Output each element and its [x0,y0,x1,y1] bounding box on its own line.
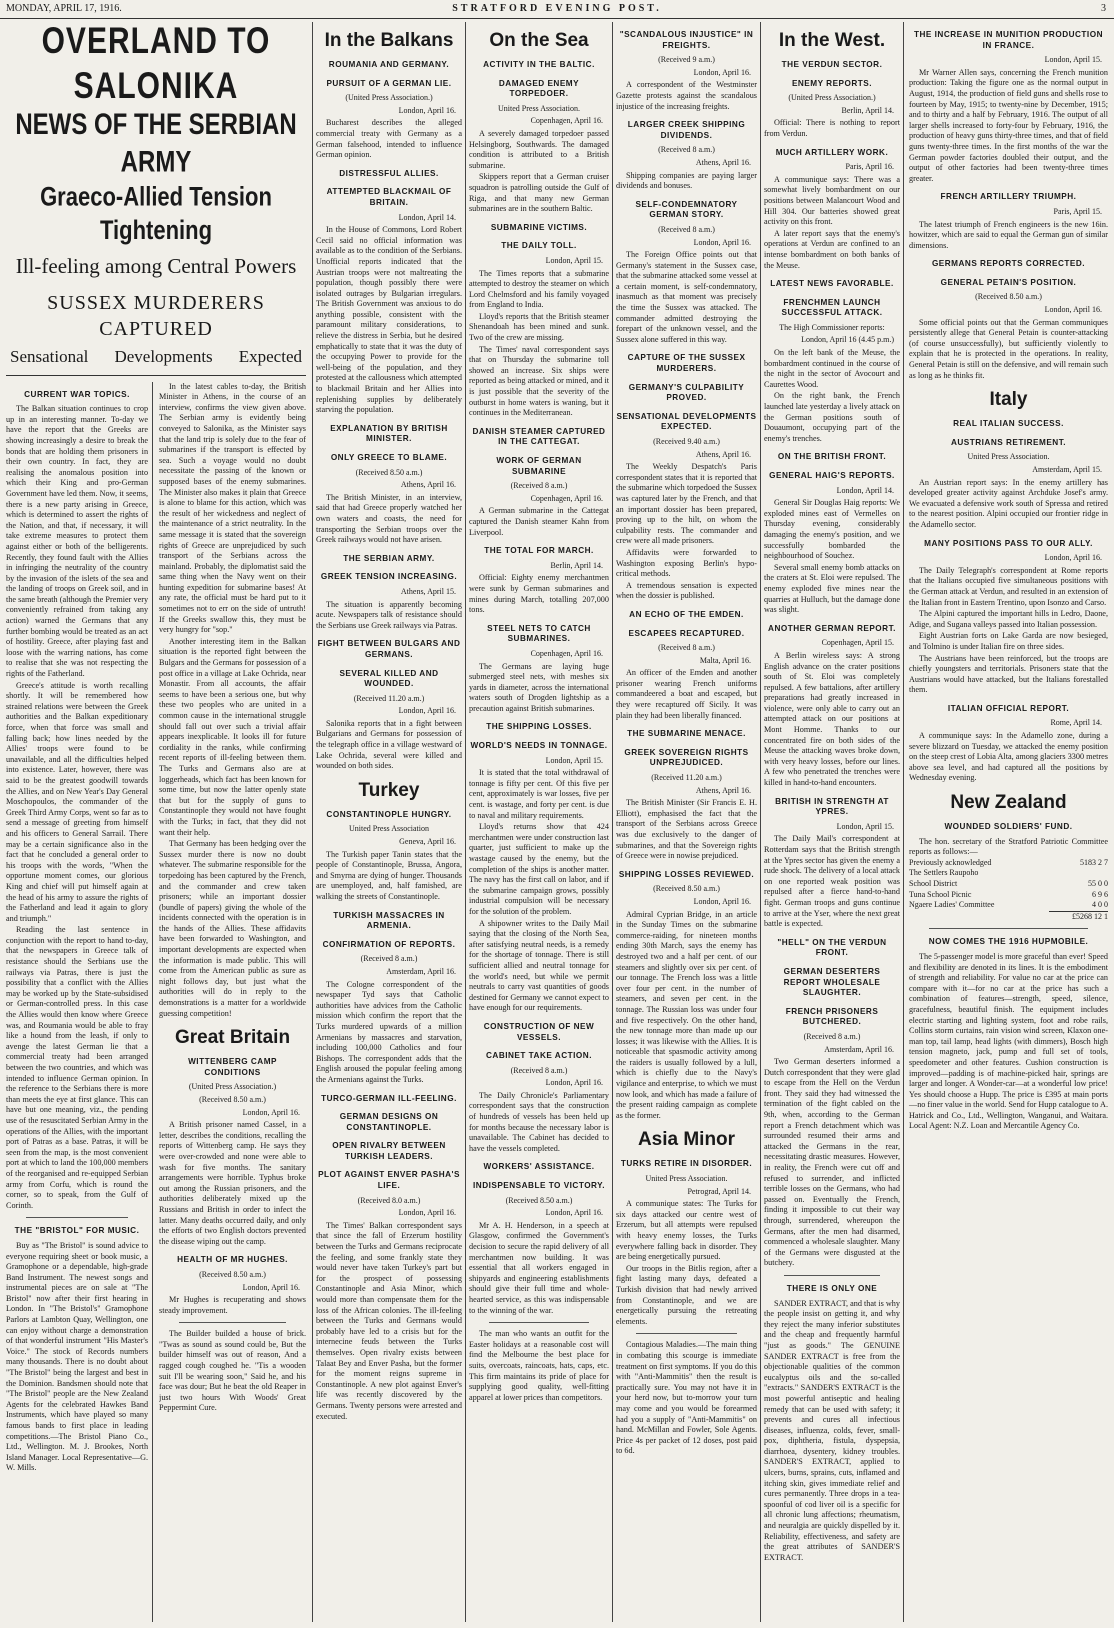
divider [784,1275,880,1276]
article-paragraph: Lloyd's returns show that 424 merchantmen were under construction last quarter, just sufficient to make up the wastage caused by the enemy, but the completion of the ships is another matter. The navy has the first call on labor, and if the submarine campaign grows, possibly industrial compulsion will be necessary for the solution of the problem. [469,822,609,916]
column-7 [904,22,1114,1622]
article-heading: SELF-CONDEMNATORY GERMAN STORY. [635,199,738,220]
article-heading: ONLY GREECE TO BLAME. [330,453,448,462]
dateline: Petrograd, April 14. [687,1186,751,1196]
dateline: London, April 16. [693,67,751,77]
article-heading: THE SHIPPING LOSSES. [486,722,592,732]
divider [489,1322,589,1323]
dateline: Paris, April 16. [845,162,894,172]
dateline: London, April 16. [693,896,751,906]
dateline: Athens, April 16. [695,157,751,167]
received-line: (Received 8 a.m.) [658,224,715,234]
article-heading: AN ECHO OF THE EMDEN. [629,609,744,619]
article-paragraph: The situation is apparently becoming acute. Newspapers talk of resistance should the Serbians use Greek railways via Patras. [316,599,462,630]
dateline: London, April 15. [1044,55,1102,65]
article-paragraph: Another interesting item in the Balkan situation is the reported fight between the Bulgars and the Germans for possession of a post office in a village at Lake Ochrida, near Monastir. From all accounts, the affair seems to have been a serious one, but why these two peoples who are united in a common cause in the international struggle should fall out over such a trivial affair appears inexplicable. It looks ill for future cordiality in the ranks, while confirming recent reports of ill-feeling between them. The Turks and Germans also are at loggerheads, which fact has been known for some time, but now the latter openly state that but for the supply of guns to Constantinople they would not have fought with the Turks; in fact, that they did not want their help. [159,636,306,837]
dateline: London, April 15. [545,755,603,765]
headline-word: Sensational [10,347,89,366]
article-paragraph: The Daily Telegraph's correspondent at Rome reports that the Italians occupied five simultaneous positions with the German attack at Verdun, and resulted in an extension of the Italian front in Eastern Trentino, upon Isonzo and Carso. [909,565,1108,607]
received-line: (Received 8 a.m.) [360,954,418,964]
article-heading: SEVERAL KILLED AND WOUNDED. [339,668,439,689]
article-paragraph: The Alpini captured the important hills in Ledro, Daone, Adige, and Sugana valleys passed into Italian possession. [909,609,1108,629]
article-heading: ESCAPEES RECAPTURED. [628,628,745,638]
received-line: (Received 8 a.m.) [658,643,715,653]
advert-paragraph: The man who wants an outfit for the Easter holidays at a reasonable cost will find the Melbourne the best place for suits, overcoats, raincoats, hats, caps, etc. This firm maintains its pride of place for supplying good quality, well-fitting apparel at lower prices than competitors. [469,1329,609,1402]
fund-amount: 6 9 6 [1092,889,1108,899]
dateline: London, April 16. [693,237,751,247]
article-heading: DAMAGED ENEMY TORPEDOER. [498,78,580,99]
divider [636,1333,737,1334]
article-heading: LARGER CREEK SHIPPING DIVIDENDS. [627,120,746,140]
dateline: London, April 16. [1044,553,1102,563]
received-line: (Received 8 a.m.) [658,145,715,155]
received-line: (Received 11.20 a.m.) [353,693,425,703]
article-heading: STEEL NETS TO CATCH SUBMARINES. [487,623,591,644]
article-paragraph: Greece's attitude is worth recalling shortly. It will be remembered how strained relations were between the Greek authorities and the Balkan expeditionary force, when that force was small and falling back; how lines needed by the Allies' troops were found to be unavailable, and all the difficulties helped into existence. Later, however, there was said to be the greatest goodwill towards the Allies, and on New Year's Day General Moschopoulos, the commander of the Greek Third Army Corps, went so far as to send a message of greeting from himself and his officers to General Sarrail. There may be a certain significance also in the fact that he concluded a general order to his troops with the words, "When the opportune moment comes, our glorious King and chief will put himself again at the head of his army to assure the rights of the Fatherland and lead it again to glory and triumph." [6,680,149,923]
dateline: London, April 14. [398,212,456,222]
agency-line: (United Press Association.) [188,1082,277,1092]
column-3 [313,22,465,1622]
received-line: (Received 8.50 a.m.) [975,292,1042,302]
article-paragraph: The British Minister (Sir Francis E. H. Elliott), emphasised the fact that the transport of the Serbians across Greece was due exclusively to the danger of submarines, and that the Sovereign rights of Greece were in nowise prejudiced. [616,798,757,861]
dateline: Athens, April 15. [400,586,456,596]
article-paragraph: The hon. secretary of the Stratford Patriotic Committee reports as follows:— [909,836,1108,857]
section-title: In the Balkans [324,30,454,51]
received-line: (Received 8.0 a.m.) [357,1195,421,1205]
article-heading: FRENCH ARTILLERY TRIUMPH. [940,192,1077,202]
article-paragraph: That Germany has been hedging over the Sussex murder there is now no doubt whatever. The submarine responsible for the torpedoing has been captured by the French, and the commander and crew taken prisoners; while an important dossier (bundle of papers) giving the whole of the incidents connected with the operation is in the hands of the Allies. These affidavits have been forwarded to Washington, and important developments are expected when the information is made public. This will come from the American public as sure as night follows day, but just what the authorities will do in reply to the demonstrations is a matter for a worldwide guessing competition! [159,839,306,1018]
article-paragraph: Salonika reports that in a fight between Bulgarians and Germans for possession of the telegraph office in a village westward of Lake Ochrida, several were killed and wounded on both sides. [316,718,462,771]
article-paragraph: The British Minister, in an interview, said that had Greece properly watched her own waters and coasts, the need for transporting the Serbian troops over the Greek railways would not have arisen. [316,492,462,545]
section-title: On the Sea [489,30,589,51]
dateline: Athens, April 16. [695,785,751,795]
dateline: Athens, April 16. [400,480,456,490]
received-line: (Received 8.50 a.m.) [505,1195,573,1205]
issue-date: MONDAY, APRIL 17, 1916. [6,3,122,14]
article-heading: TURKS RETIRE IN DISORDER. [620,1159,753,1169]
article-paragraph: In the latest cables to-day, the British Minister in Athens, in the course of an interview, confirms the view given above. The Serbian army is evidently being conveyed to Salonika, as the Minister says that the land trip is solely due to the fear of submarines if the transport is effected by sea. Such a voyage would no doubt necessitate the passing of the known or supposed bases of the enemy submarines. The Minister also makes it plain that Greece is alone to blame for this action, which was the result of her wickedness and neglect of the maintenance of a strict neutrality. In the same message it is stated that the sovereign rights of Greece are unprejudiced by such transport of the Serbians across the mainland. Probably, the diplomatist said the same thing when the Navy went on their hunting expedition for submarine bases! At any rate, the official must be hard put to it sometimes not to err on the side of untruth! If the Greeks swallow this, they must be very hungry for "sop." [159,381,306,635]
article-paragraph: The Daily Chronicle's Parliamentary correspondent says that the construction of hundreds of vessels has been held up for months because the necessary labor is unavailable. The Cabinet has decided to have the vessels completed. [469,1090,609,1153]
article-heading: OPEN RIVALRY BETWEEN TURKISH LEADERS. [332,1141,446,1161]
article-heading: TURKISH MASSACRES IN ARMENIA. [333,910,445,931]
article-heading: CAPTURE OF THE SUSSEX MURDERERS. [627,353,746,374]
agency-line: United Press Association. [645,1174,728,1184]
article-paragraph: A German submarine in the Cattegat captured the Danish steamer Kahn from Liverpool. [469,506,609,537]
dateline: London, April 15. [836,821,894,831]
dateline: Amsterdam, April 16. [824,1044,894,1054]
dateline: Amsterdam, April 16. [386,966,456,976]
received-line: (Received 9.40 a.m.) [653,437,720,446]
article-paragraph: On the right bank, the French launched late yesterday a lively attack on the German positions south of Douaumont, occupying part of the enemy's trenches. [764,391,900,443]
fund-amount: 5183 2 7 [1080,857,1108,867]
table-total-row [909,911,1108,922]
article-heading: PURSUIT OF A GERMAN LIE. [326,78,452,88]
page-number: 3 [1101,3,1106,14]
article-heading: TURCO-GERMAN ILL-FEELING. [321,1093,457,1103]
dateline: London, April 16 (4.45 p.m.) [801,335,894,345]
article-paragraph: A severely damaged torpedoer passed Helsingborg, Southwards. The damaged condition is attributed to a British submarine. [469,128,609,170]
article-heading: CONSTRUCTION OF NEW VESSELS. [483,1021,595,1042]
article-heading: ROUMANIA AND GERMANY. [328,60,450,69]
article-paragraph: Some official points out that the German communiques persistently allege that General Petain is counter-attacking (of course unsuccessfully), but sufficiently violently to explain that he is protected in the operations. In reality, General Petain is still on the defensive, and will remain such as long as he thinks fit. [909,317,1108,380]
dateline: London, April 16. [398,706,456,716]
fund-amount: 4 0 0 [1092,900,1108,910]
agency-line: (United Press Association.) [345,93,433,103]
section-heading: THE "BRISTOL" FOR MUSIC. [14,1226,140,1236]
article-paragraph: The Cologne correspondent of the newspaper Tyd says that Catholic authorities have advices from the Catholic mission which confirm the report that the Turks murdered upwards of a million Armenians by massacres and starvation, including 100,000 Catholics and four Bishops. The correspondent adds that the English aroused the popular feeling among the Armenians against the Turks. [316,979,462,1084]
article-heading: THE VERDUN SECTOR. [781,60,883,69]
fund-label: Tuna School Picnic [909,889,972,899]
section-title: Asia Minor [637,1129,736,1151]
article-paragraph: The Turkish paper Tanin states that the people of Constantinople, Brussa, Angora, and Smyrna are dying of hunger. Thousands are unemployed, and, half famished, are walking the streets of Constantinople. [316,849,462,901]
article-paragraph: The Germans are laying huge submerged steel nets, with meshes six yards in diameter, across the international waters south of Drogden lightship as a precaution against British submarines. [469,661,609,713]
article-heading: THE TOTAL FOR MARCH. [484,546,594,556]
article-paragraph: Shipping companies are paying larger dividends and bonuses. [616,170,757,191]
article-heading: ATTEMPTED BLACKMAIL OF BRITAIN. [326,187,452,207]
received-line: (Received 8 a.m.) [803,1031,861,1041]
article-heading: THE SUBMARINE MENACE. [627,729,746,739]
fund-label: Previously acknowledged [909,857,992,867]
article-heading: EXPLANATION BY BRITISH MINISTER. [330,423,448,444]
article-heading: REAL ITALIAN SUCCESS. [953,419,1064,429]
article-heading: GENERAL HAIG'S REPORTS. [769,471,895,480]
article-paragraph: Eight Austrian forts on Lake Garda are now besieged, and Tolmino is under Italian fire on three sides. [909,631,1108,651]
fund-label: The Settlers Raupoho [909,868,979,878]
column-1 [6,382,153,1622]
article-heading: "HELL" ON THE VERDUN FRONT. [777,937,887,958]
fund-label: Ngaere Ladies' Committee [909,900,995,910]
article-paragraph: The Times' naval correspondent says that on Thursday the submarine toll showed an increase. Six ships were reported as being attacked or mined, and it is just possible that the severity of the outburst in home waters is waning, but it continues in the Mediterranean. [469,344,609,418]
article-paragraph: Two German deserters informed a Dutch correspondent that they were glad to escape from the Hell on the Verdun front. They said they had witnessed the termination of the fight cabled on the 9th, when, according to the German report a French detachment which was surrounded resumed their arms and attacked the Germans in the rear, necessitating drastic measures. However, in reality, the French were cut off and refused to surrender, and inflicted terrible losses on the Germans, who had passed on. Eventually the French, finding it impossible to cut their way through, surrendered, whereupon the Germans, after the men had disarmed, commenced a wholesale slaughter. Many of the Germans were disgusted at the butchery. [764,1057,900,1268]
divider [26,1217,128,1218]
article-heading: SUBMARINE VICTIMS. [490,222,588,232]
received-line: (Received 8 a.m.) [510,1065,568,1075]
masthead [0,0,1114,19]
article-heading: GREEK TENSION INCREASING. [320,572,458,582]
article-paragraph: On the left bank of the Meuse, the bombardment continued in the course of the night in the sector of Avocourt and Caurettes Wood. [764,348,900,389]
article-heading: ACTIVITY IN THE BALTIC. [483,60,595,69]
article-heading: MUCH ARTILLERY WORK. [775,147,889,157]
article-heading: GERMANY'S CULPABILITY PROVED. [628,382,745,403]
article-heading: BRITISH IN STRENGTH AT YPRES. [775,796,889,817]
headline-sussex: SUSSEX MURDERERS CAPTURED [47,292,265,340]
dateline: London, April 16. [242,1282,300,1292]
newspaper-title: STRATFORD EVENING POST. [452,3,662,14]
article-paragraph: The Daily Mail's correspondent at Rotterdam says that the British strength at the Ypres sector has given the enemy a rude shock. The delivery of a local attack on one reported weak position was repulsed after a fierce hand-to-hand fight. German troops and guns continue to arrive at the Yser, where the next great battle is expected. [764,834,900,929]
article-paragraph: A communique says: There was a somewhat lively bombardment on our positions between Malancourt Wood and Hill 304. Our batteries showed great activity on this front. [764,174,900,227]
article-heading: CONSTANTINOPLE HUNGRY. [326,809,452,819]
article-paragraph: Official: There is nothing to report from Verdun. [764,118,900,138]
received-line: (Received 8.50 a.m.) [355,467,423,477]
article-paragraph: A communique says: In the Adamello zone, during a severe blizzard on Tuesday, we attacked the enemy position on the steep crest of Lobia Alta, among glaciers 3300 metres above sea level, and had captured all the positions by Wednesday evening. [909,731,1108,783]
column-6 [761,22,903,1622]
article-paragraph: A later report says that the enemy's operations at Verdun are confined to an intense bombardment on both banks of the Meuse. [764,228,900,270]
section-title: In the West. [778,30,886,51]
headline-word: Expected [238,347,302,366]
fund-label: School District [909,879,958,888]
advert-heading: NOW COMES THE 1916 HUPMOBILE. [928,937,1089,947]
article-heading: AUSTRIANS RETIREMENT. [950,437,1067,447]
article-heading: GERMAN DESERTERS REPORT WHOLESALE SLAUGHTER. [783,966,881,998]
column-2 [159,382,306,1622]
article-heading: SHIPPING LOSSES REVIEWED. [618,869,755,879]
article-heading: MANY POSITIONS PASS TO OUR ALLY. [924,538,1093,548]
dateline: London, April 16. [398,105,456,115]
article-heading: FRENCHMEN LAUNCH SUCCESSFUL ATTACK. [781,297,883,318]
article-paragraph: An officer of the Emden and another prisoner wearing French uniforms commandeered a boat and escaped, but they were recaptured off Sicily. It was plain they had been liberally financed. [616,668,757,720]
article-paragraph: An Austrian report says: In the enemy artillery has developed greater activity against Archduke Josef's army. We evacuated a defensive work south of Spressa and retired to the nearest position. Alpini occupied our frontier ridge in the Adamello sector. [909,477,1108,529]
table-row [909,900,1108,911]
dateline: Copenhagen, April 16. [530,116,603,126]
fund-amount [1049,868,1108,879]
dateline: Paris, April 15. [1053,206,1102,216]
article-heading: PLOT AGAINST ENVER PASHA'S LIFE. [318,1170,460,1191]
article-paragraph: Our troops in the Bitlis region, after a fight lasting many days, defeated a Turkish division that had newly arrived from Constantinople, and we are energetically pursuing the retreating elements. [616,1263,757,1326]
article-heading: ON THE BRITISH FRONT. [777,452,887,462]
column-4 [466,22,612,1622]
article-heading: LATEST NEWS FAVORABLE. [770,279,894,289]
article-heading: WORKERS' ASSISTANCE. [483,1162,595,1172]
table-row [909,868,1108,879]
dateline: Copenhagen, April 15. [821,638,894,648]
dateline: Athens, April 16. [695,449,751,459]
article-paragraph: Mr A. H. Henderson, in a speech at Glasgow, confirmed the Government's decision to secure the rapid delivery of all merchantmen now building. It was essential that all workers engaged in shipyards and engineering establishments should give their full time and whole-hearted service, as this was indispensable to the winning of the war. [469,1220,609,1315]
received-line: (Received 8.50 a.m.) [199,1269,266,1279]
article-paragraph: General Sir Douglas Haig reports: We exploded mines east of Vermelles on Thursday evening, considerably damaging the enemy's position, and we successfully bombarded the neighbourhood of Souchez. [764,498,900,561]
article-heading: DANISH STEAMER CAPTURED IN THE CATTEGAT. [472,426,606,447]
article-heading: CONFIRMATION OF REPORTS. [322,939,456,949]
advert-paragraph: The Builder builded a house of brick. "Twas as sound as sound could be, But the builder himself was out of reason, And a ragged cough coughed he. "Tis a wooden suit I'll be wearing soon," Said he, and his face was dour; But he beat the old Reaper in just two hours With Woods' Great Peppermint Cure. [159,1329,306,1413]
article-paragraph: The Times' Balkan correspondent says that since the fall of Erzerum hostility between the Turks and Germans reciprocate the feeling, and some frankly state they would never have taken Turkey's part but for the prospect of possessing Constantinople and Asia Minor, which would more than compensate them for the loss of the African colonies. The ill-feeling between the Turks and Germans would probably have led to a crisis but for the internecine feuds between the Turks themselves. Open rivalry exists between Talaat Bey and Enver Pasha, but the former for the moment reigns supreme in Constantinople. A new plot against Enver's life was recently discovered by the Germans. Twenty persons were arrested and executed. [316,1220,462,1421]
received-line: (Received 9 a.m.) [658,55,715,65]
article-paragraph: It is stated that the total withdrawal of tonnage is fifty per cent. Of this five per cent, approximately is war losses, five per cent. is wastage, and forty per cent. is due to naval and military requirements. [469,768,609,820]
divider [929,928,1088,929]
article-paragraph: Reading the last sentence in conjunction with the report to hand to-day, that the newspapers in Greece talk of resistance should the Serbians use the railways via Patras, there is just the possibility that a conflict with the Allies may be worked up by the State-subsidised or German-controlled press. In this case the Allies would then know where Greece was, and Roumania would be able to fray like a hound from the leash, if only to avenge the latest German lie that a commercial treaty had been arranged between the two countries, and which was intended to influence German opinion. In the reference to the Serbians there is more than meets the eye at first glance. This can have but one meaning, viz., the pending use of the resuscitated Serbian Army in the operations of the Allies, with the important port of Patras as a base. Patras, it will be seen from the map, is the most convenient port at which to land the 100,000 members of the reorganised and re-equipped Serbian army from Corfu, which is round the corner, so to speak, from the Gulf of Corinth. [6,925,149,1210]
dateline: Copenhagen, April 16. [530,493,603,503]
section-title: Italy [989,389,1028,411]
article-paragraph: The Balkan situation continues to crop up in an interesting manner. To-day we have the report that the Greeks are showing increasingly a desire to break the bonds that are holding them prisoners in their own country. In fact, they are realising the anomalous position into which their King and pro-German Government have led them. Now, it seems, there is a new party arising in Greece, which is determined to assert the rights of the Nation, and that, if necessary, it will take extreme measures to protect them against either or both of the belligerents. Recently, they found fault with the Allies in infringing the neutrality of the country by the invasion of the islets of the sea and the landing of troops on Greek soil, and in the same breath (although the Premier very conveniently refrained from taking any action) warned the Germans that any further bombing would be treated as an act of hostility. Greece, after playing fast and loose with the warring nations, has come to realise that she was not respecting the rights of the Fatherland. [6,404,149,679]
dateline: Berlin, April 14. [841,105,894,115]
section-title: Great Britain [174,1027,291,1049]
article-paragraph: The latest triumph of French engineers is the new 16in. howitzer, which are said to equal the German gun of similar dimensions. [909,219,1108,250]
column-5 [613,22,760,1622]
dateline: London, April 16. [242,1107,300,1117]
article-heading: WOUNDED SOLDIERS' FUND. [944,822,1073,832]
article-heading: GERMAN DESIGNS ON CONSTANTINOPLE. [339,1112,439,1132]
article-paragraph: A tremendous sensation is expected when the dossier is published. [616,580,757,601]
article-heading: GENERAL PETAIN'S POSITION. [940,277,1077,287]
advert-heading: THERE IS ONLY ONE [786,1283,878,1293]
article-paragraph: Several small enemy bomb attacks on the craters at St. Eloi were repulsed. The enemy exploded five mines near the quarries at Hulluch, but the damage done was slight. [764,562,900,615]
advert-paragraph: SANDER EXTRACT, and that is why the people insist on getting it, and why they reject the many inferior substitutes and the cheap and frequently harmful "just as goods." The GENUINE SANDER EXTRACT is free from the objectionable qualities of the common eucalyptus oils and the so-called "extracts." SANDER'S EXTRACT is the most powerful antiseptic and healing remedy that can be used with safety; it prevents and cures all infectious diseases, influenza, colds, fever, small-pox, diphtheria, fistula, dyspepsia, diarrhoea, dysentery, kidney troubles. SANDER'S EXTRACT, applied to ulcers, burns, sprains, cuts, inflamed and itching skin, gives immediate relief and cures permanently. Three drops in a tea-spoonful of cod liver oil is a specific for all chronic lung affections; rheumatism, and neuralgia are quickly dispelled by it. Reliability, effectiveness, and safety are the great attributes of SANDER'S EXTRACT. [764,1298,900,1562]
article-paragraph: Official: Eighty enemy merchantmen were sunk by German submarines and mines during March, totalling 207,000 tons. [469,573,609,615]
headline-sensational [10,347,302,366]
table-row [909,879,1108,890]
dateline: London, April 16. [398,1208,456,1218]
advert-paragraph: Buy as "The Bristol" is sound advice to everyone requiring sheet or book music, a Gramophone or a dependable, high-grade Band Instrument. The newest songs and instrumental pieces are on sale at "The Bristol" now after their first hearing in London. In "The Bristol's" Gramophone Parlors at Lambton Quay, Wellington, one can enjoy without charge a demonstration of that wonderful instrument "His Master's Voice." The stock of Records numbers many thousands. There is no doubt about "The Bristol" being the largest and best in the Dominion. Bandsmen should note that "The Bristol" people are the New Zealand Agents for the celebrated Hawkes Band Instruments, which have played so many famous bands to first place in leading competitions.—The Bristol Piano Co., Ltd., Wellington. M. J. Brookes, North Island Manager. Local Representative—G. W. Mills. [6,1240,149,1473]
agency-line: United Press Association. [967,452,1050,462]
article-heading: GERMANS REPORTS CORRECTED. [931,259,1086,269]
dateline: London, April 16. [545,1078,603,1088]
agency-line: The High Commissioner reports: [779,322,885,332]
article-paragraph: Lloyd's reports that the British steamer Shenandoah has been mined and sunk. Two of the crew are missing. [469,311,609,343]
dateline: London, April 16. [1044,305,1102,315]
article-heading: FIGHT BETWEEN BULGARS AND GERMANS. [317,639,461,659]
advert-paragraph: Contagious Maladies.—The main thing in combating this scourge is immediate treatment on first symptoms. If you do this with "Anti-Mammitis" then the result is practically sure. You may not have it in your herd now, but to-morrow your turn may come and you would be forearmed had you a supply of "Anti-Mammitis" on hand. McMillan and Fowler, Sole Agents. Price 4s per packet of 12 doses, post paid to 6d. [616,1340,757,1456]
agency-line: (United Press Association.) [788,93,876,103]
fund-table [909,858,1108,923]
article-paragraph: The Foreign Office points out that Germany's statement in the Sussex case, that the submarine attacked some vessel at a certain moment, is self-condemnatory, inasmuch as that moment was precisely the time the Sussex was attacked. The commander admitted destroying the forepart of the unknown vessel, and the Sussex alone suffered in this way. [616,250,757,344]
received-line: (Received 8.50 a.m.) [653,884,720,894]
received-line: (Received 8.50 a.m.) [199,1095,266,1104]
article-paragraph: A British prisoner named Cassel, in a letter, describes the conditions, recalling the reports of Wittenberg camp. He says they were over-crowded and none were able to wash for five months. The sanitary arrangements were horrible. Typhus broke out among the Russian prisoners, and the authorities deliberately mixed up the Russians and British in order to infect the latter. Many deaths occurred daily, and only the efforts of two English doctors prevented the disease wiping out the camp. [159,1120,306,1246]
table-row [909,890,1108,901]
agency-line: United Press Association [349,824,429,834]
headline-word: Developments [114,347,213,366]
article-paragraph: Skippers report that a German cruiser squadron is patrolling outside the Gulf of Riga, and that many new German submarines are in the southern Baltic. [469,172,609,214]
article-paragraph: Bucharest describes the alleged commercial treaty with Germany as a German falsehood, intended to influence German opinion. [316,118,462,160]
article-heading: ANOTHER GERMAN REPORT. [768,623,896,633]
article-paragraph: Mr Hughes is recuperating and shows steady improvement. [159,1295,306,1315]
agency-line: United Press Association. [498,103,580,113]
dateline: Amsterdam, April 15. [1032,465,1102,474]
received-line: (Received 8 a.m.) [510,481,568,491]
headline-serbian: NEWS OF THE SERBIAN ARMY [15,107,297,179]
section-heading: CURRENT WAR TOPICS. [24,389,130,399]
article-heading: DISTRESSFUL ALLIES. [339,168,439,178]
article-heading: THE SERBIAN ARMY. [343,553,435,563]
headline-central: Ill-feeling among Central Powers [15,254,297,278]
dateline: Copenhagen, April 16. [530,648,603,658]
article-paragraph: A shipowner writes to the Daily Mail saying that the closing of the North Sea, after satisfying neutral needs, is a remedy for the shortage of tonnage. There is still sufficient allied and neutral tonnage for the world's need, but while we permit neutrals to carry vast quantities of goods destined for Germany we cannot expect to have enough for our requirements. [469,918,609,1013]
advert-paragraph: The 5-passenger model is more graceful than ever! Speed and flexibility are denoted in its lines. It is the embodiment of strength and reliability. For value no car at the price can compare with it—for no car at the price has such a combination of features—strength, speed, silence, gracefulness, beautiful finish. The equipment includes electric starting and lighting system, foot and robe rails, Collins storm curtains, rain vision wind screen, Klaxon one-man top, tail lamp, head lights (with dimmers), Bosch high tension magneto, jack, pump and full set of tools, speedometer and other features. Cushion construction is improved—padding is of machine-picked hair, springs are larger and longer. A Wonder-car—at a wonderful low price! Yes should choose a Hupp. The price is £395 at main ports—no finer value in the world. Send for Hupp catalogue to A. Hatrick and Co., Ltd., Wellington, Wanganui, and Waitara. Local Agent: N.Z. Loan and Mercantile Agency Co. [909,951,1108,1131]
dateline: London, April 15. [545,255,603,265]
article-paragraph: The Austrians have been reinforced, but the troops are chiefly youngsters and territorials. Prisoners state that the Austrians would have attacked, but the Italians forestalled them. [909,653,1108,695]
dateline: Malta, April 16. [699,655,751,665]
article-paragraph: A Berlin wireless says: A strong English advance on the crater positions south of St. Eloi was completely repulsed. A few battalions, after artillery preparations had greatly increased in violence, were only able to carry out an attempted attack on our positions at Mont Homme. Thanks to our concentrated fire on both sides of the Meuse the attacking waves broke down, with very heavy losses, before our lines. A few who penetrated the trenches were killed in hand-to-hand encounters. [764,650,900,788]
article-heading: WORK OF GERMAN SUBMARINE [496,456,582,476]
dateline: Geneva, April 16. [399,837,456,847]
article-paragraph: The Weekly Despatch's Paris correspondent states that it is reported that the submarine which torpedoed the Sussex was captured later by the French, and that an important dossier has been prepared, proving up to the hilt, on whom the culpability rests. The commander and crew were all made prisoners. [616,462,757,546]
article-paragraph: Mr Warner Allen says, concerning the French munition production: Taking the figure one as the normal output in August, 1914, the production of field guns and shells rose to fourteen by May, 1915; to twenty-nine by December, 1915; and to thirty and a half by February, 1916. The output of all larger shells increased to forty-four by February, 1916, the production of heavy guns thirty-three times, and that of field guns twenty-three times. In the first months of the war the German powder factories doubled their output, and the output of other factories had been twenty-three times greater. [909,67,1108,183]
article-heading: THE DAILY TOLL. [501,241,577,251]
article-paragraph: The Times reports that a submarine attempted to destroy the steamer on which Lord Chelmsford and his family voyaged from England to India. [469,268,609,310]
article-paragraph: Admiral Cyprian Bridge, in an article in the Sunday Times on the submarine commerce-raiding, for nineteen months ending 30th March, says the enemy has destroyed two and a half per cent. of our steamers and slightly over six per cent. of our tonnage. The French loss was a little over four per cent. in the number of steamers, and seven per cent. in the tonnage. The Russian loss was under four and five respectively. On the other hand, the new tonnage more than made up our losses; it was likewise with the Allies. It is noticeable that spasmodic activity among the raiders is usually followed by a lull, which is chiefly due to the Navy's vigilance and enterprise, to which we must now look, and which has made a failure of the present raiding campaign as complete as the former. [616,909,757,1120]
article-heading: WORLD'S NEEDS IN TONNAGE. [470,741,608,751]
dateline: London, April 16. [545,1208,603,1218]
received-line: (Received 11.20 a.m.) [651,773,722,783]
fund-total: £5268 12 1 [1049,911,1108,922]
article-heading: INDISPENSABLE TO VICTORY. [473,1181,605,1191]
table-row [909,858,1108,869]
fund-amount: 55 0 0 [1088,879,1108,888]
headline-main: OVERLAND TO SALONIKA [41,22,271,107]
headline-graeco: Graeco-Allied Tension Tightening [40,181,272,246]
article-paragraph: A communique states: The Turks for six days attacked our centre west of Erzerum, but all attempts were repulsed with heavy enemy losses, the Turks everywhere falling back in disorder. They are being energetically pursued. [616,1199,757,1262]
dateline: Berlin, April 14. [550,560,603,570]
article-heading: CABINET TAKE ACTION. [486,1051,592,1061]
dateline: Rome, April 14. [1050,718,1102,728]
article-paragraph: Affidavits were forwarded to Washington exposing Berlin's hypo-critical methods. [616,547,757,579]
section-title: New Zealand [950,792,1067,814]
dateline: London, April 14. [836,485,894,495]
article-heading: SENSATIONAL DEVELOPMENTS EXPECTED. [616,411,757,432]
article-heading: GREEK SOVEREIGN RIGHTS UNPREJUDICED. [624,747,749,768]
article-paragraph: A correspondent of the Westminster Gazette protests against the scandalous injustice of the increasing freights. [616,80,757,111]
article-heading: "SCANDALOUS INJUSTICE" IN FREIGHTS. [619,30,754,50]
section-title: Turkey [358,779,420,801]
article-heading: THE INCREASE IN MUNITION PRODUCTION IN FRANCE. [914,30,1103,50]
hero-headlines [6,22,306,376]
article-heading: WITTENBERG CAMP CONDITIONS [188,1057,277,1077]
article-heading: ITALIAN OFFICIAL REPORT. [947,703,1070,713]
article-paragraph: In the House of Commons, Lord Robert Cecil said no official information was available as to the condition of the Serbians. Unofficial reports indicated that the Austrian troops were not maltreating the population, though possibly there were isolated outrages by Bulgarian irregulars. The British Government was anxious to do anything possible, consistent with the paramount military considerations, to relieve the distress in Serbia, but he desired emphatically to state that it was the duty of the occupying Power to provide for the well-being of the population, and they protested at the callousness which attempted to blackmail Britain and her Allies into replenishing supplies by deliberately starving the population. [316,225,462,415]
article-heading: ENEMY REPORTS. [791,78,873,88]
divider [179,1322,286,1323]
article-heading: FRENCH PRISONERS BUTCHERED. [785,1006,879,1027]
front-block [0,22,312,1622]
article-heading: HEALTH OF MR HUGHES. [177,1255,288,1265]
